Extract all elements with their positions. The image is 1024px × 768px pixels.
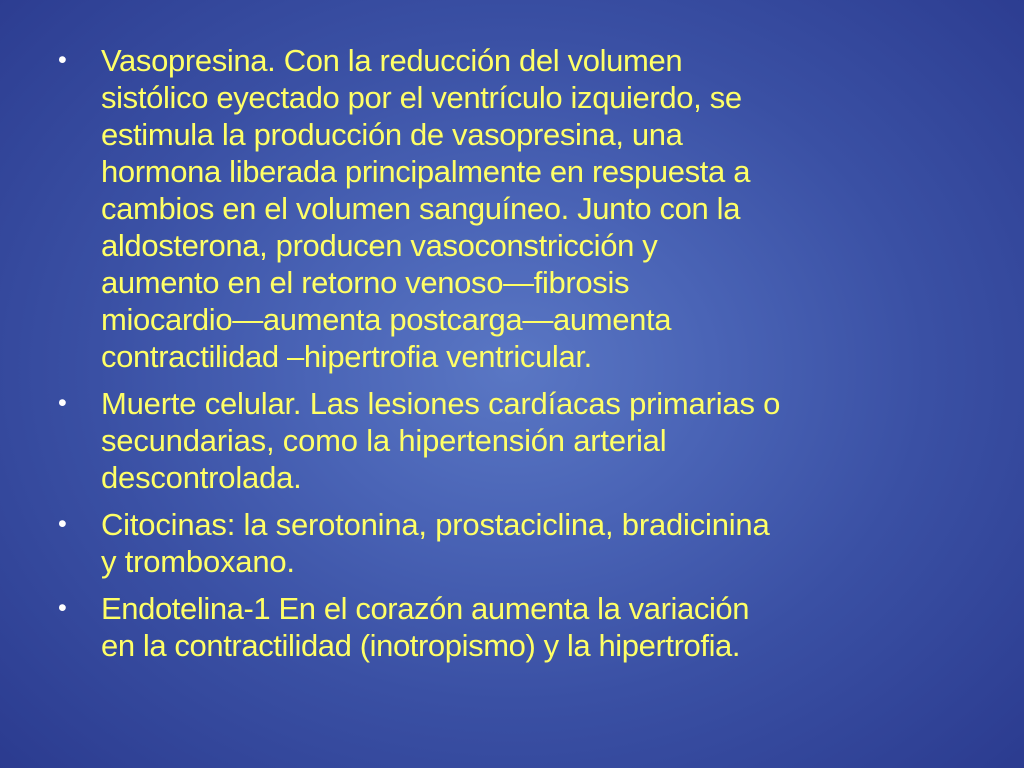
bullet-icon: •: [58, 389, 67, 417]
bullet-item-muerte-celular: [58, 385, 988, 496]
bullet-item-citocinas: [58, 506, 988, 580]
bullet-item-endotelina: [58, 590, 988, 664]
bullet-icon: •: [58, 46, 67, 74]
bullet-icon: •: [58, 510, 67, 538]
bullet-text: Vasopresina. Con la reducción del volumen sistólico eyectado por el ventrículo izquierdo, se estimula la producción de vasopresina, una hormona liberada principalmente en respuesta a cambios en el volumen sanguíneo. Junto con la aldosterona, producen vasoconstricción y aumento en el retorno venoso—fibrosis miocardio—aumenta postcarga—aumenta contractilidad –hipertrofia ventricular.: [101, 43, 751, 374]
bullet-text: Muerte celular. Las lesiones cardíacas primarias o secundarias, como la hipertensión arterial descontrolada.: [101, 386, 781, 495]
bullet-icon: •: [58, 594, 67, 622]
bullet-text: Citocinas: la serotonina, prostaciclina, bradicinina y tromboxano.: [101, 507, 770, 579]
bullet-item-vasopresina: [58, 42, 988, 375]
bullet-text: Endotelina-1 En el corazón aumenta la variación en la contractilidad (inotropismo) y la hipertrofia.: [101, 591, 750, 663]
bullet-list: [58, 42, 988, 674]
